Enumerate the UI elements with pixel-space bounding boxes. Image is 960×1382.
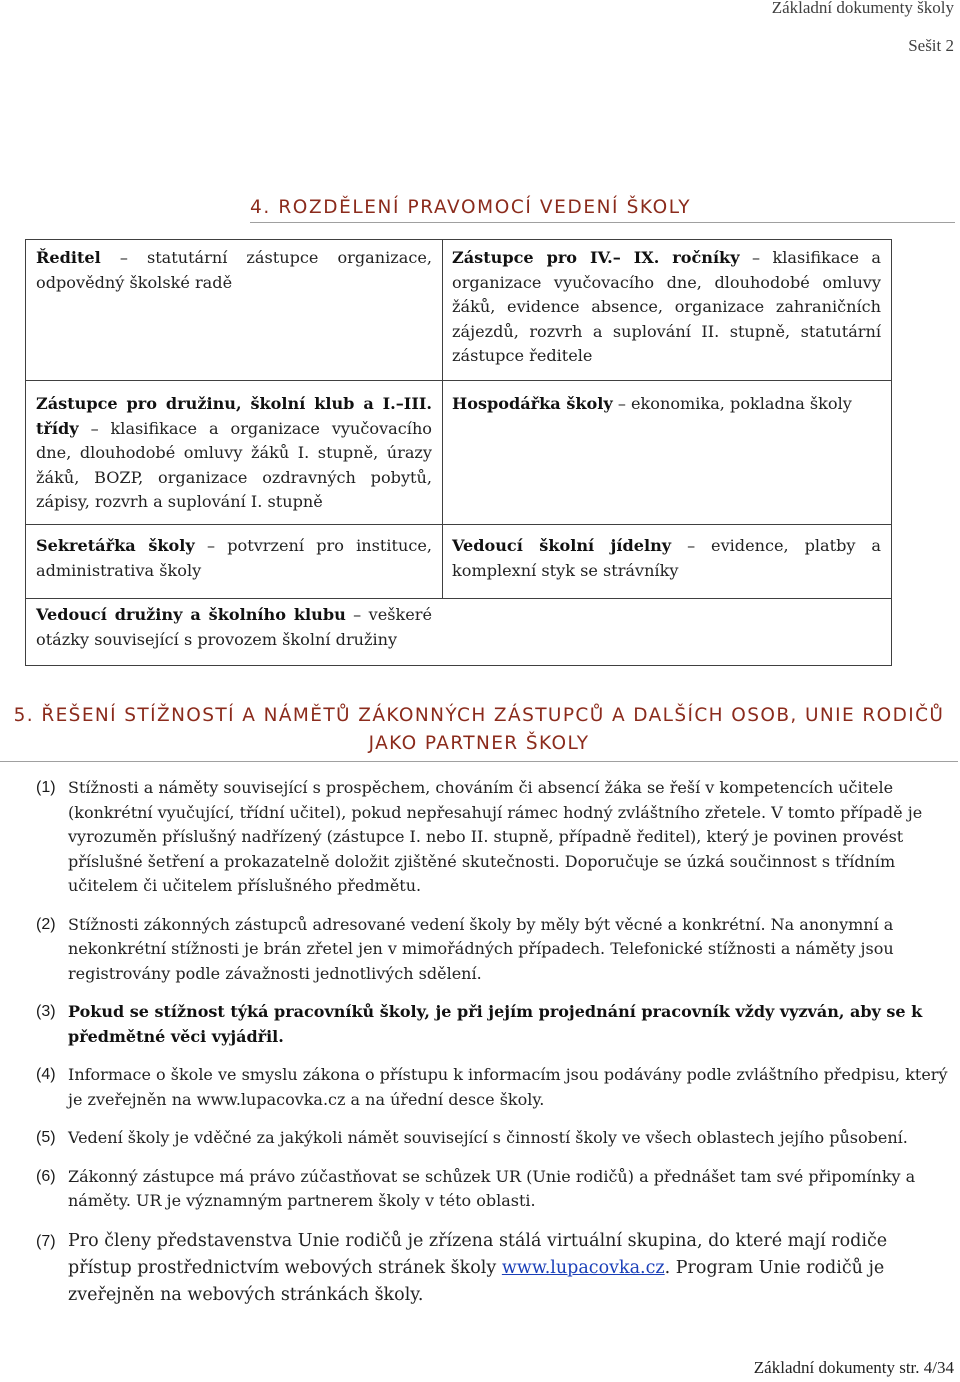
booklet-label: Sešit 2 xyxy=(908,36,954,55)
table-divider xyxy=(26,380,442,381)
role-label: Vedoucí školní jídelny xyxy=(452,536,672,555)
list-item xyxy=(36,1165,952,1214)
school-website-link[interactable]: www.lupacovka.cz xyxy=(501,1257,665,1278)
item-text: Informace o škole ve smyslu zákona o přístupu k informacím jsou podávány podle zvláštního předpisu, který je zveřejněn na www.lupacovka.cz a na úřední desce školy. xyxy=(68,1065,948,1109)
role-label: Sekretářka školy xyxy=(36,536,195,555)
cell-director: Ředitel – statutární zástupce organizace, odpovědný školské radě xyxy=(36,248,432,292)
role-label: Vedoucí družiny a školního klubu xyxy=(36,605,346,624)
document-title-header: Základní dokumenty školy xyxy=(771,0,954,17)
role-label: Zástupce pro družinu, školní klub a I.–III. třídy xyxy=(36,394,432,438)
item-text xyxy=(68,1228,952,1309)
item-text-start: Pro členy představenstva Unie rodičů je zřízena stálá virtuální skupina, do které mají rodiče přístup prostřednictvím webových stránek školy xyxy=(68,1230,888,1278)
list-item xyxy=(36,1063,952,1112)
item-number: (3) xyxy=(36,1003,56,1020)
item-number: (4) xyxy=(36,1066,56,1083)
item-text: Pokud se stížnost týká pracovníků školy, je při jejím projednání pracovník vždy vyzván, aby se k předmětné věci vyjádřil. xyxy=(68,1002,923,1046)
list-item xyxy=(36,1000,952,1049)
cell-economist: Hospodářka školy – ekonomika, pokladna školy xyxy=(452,394,852,413)
responsibilities-table xyxy=(25,239,892,666)
cell-deputy-upper: Zástupce pro IV.– IX. ročníky – klasifikace a organizace vyučovacího dne, dlouhodobé omluvy žáků, evidence absence, organizace zahraničních zájezdů, rozvrh a suplování II. stupně, statutární zástupce ředitele xyxy=(452,248,882,365)
table-divider xyxy=(442,524,891,525)
item-text: Stížnosti a náměty související s prospěchem, chováním či absencí žáka se řeší v kompetencích učitele (konkrétní vyučující, třídní učitel), pokud nepřesahují rámec hodný zvláštního zřetele. V tomto případě je vyrozuměn příslušný nadřízený (zástupce I. nebo II. stupně, případně ředitel), který je povinen provést příslušné šetření a prokazatelně doložit zjištěné skutečnosti. Doporučuje se úzká součinnost s třídním učitelem či učitelem příslušného předmětu. xyxy=(68,778,923,895)
role-description: klasifikace a organizace vyučovacího dne, dlouhodobé omluvy žáků, evidence absence, organizace zahraničních zájezdů, rozvrh a suplování II. stupně, statutární zástupce ředitele xyxy=(452,248,882,365)
item-text: Stížnosti zákonných zástupců adresované vedení školy by měly být věcné a konkrétní. Na anonymní a nekonkrétní stížnosti je brán zřetel jen v mimořádných případech. Telefonické stížnosti a náměty jsou registrovány podle závažnosti jednotlivých sdělení. xyxy=(68,914,894,983)
role-description: statutární zástupce organizace, odpovědný školské radě xyxy=(36,248,432,292)
role-description: ekonomika, pokladna školy xyxy=(631,394,852,413)
item-text: Vedení školy je vděčné za jakýkoli námět související s činností školy ve všech oblastech jejího působení. xyxy=(68,1128,908,1147)
cell-canteen: Vedoucí školní jídelny – evidence, platby a komplexní styk se strávníky xyxy=(452,536,882,580)
role-description: potvrzení pro instituce, administrativa školy xyxy=(36,536,432,580)
table-divider xyxy=(26,524,442,525)
role-label: Ředitel xyxy=(36,248,101,267)
page-footer: Základní dokumenty str. 4/34 xyxy=(753,1358,954,1377)
cell-club: Vedoucí družiny a školního klubu – veškeré otázky související s provozem školní družiny xyxy=(36,605,432,649)
section-4-heading: 4. ROZDĚLENÍ PRAVOMOCÍ VEDENÍ ŠKOLY xyxy=(250,197,955,223)
item-text: Zákonný zástupce má právo zúčastňovat se schůzek UR (Unie rodičů) a přednášet tam své připomínky a náměty. UR je významným partnerem školy v této oblasti. xyxy=(68,1166,916,1210)
item-number: (6) xyxy=(36,1167,56,1185)
complaints-list xyxy=(36,776,952,1323)
role-description: evidence, platby a komplexní styk se strávníky xyxy=(452,536,882,580)
list-item xyxy=(36,913,952,987)
role-description: veškeré otázky související s provozem školní družiny xyxy=(36,605,432,649)
item-number: (5) xyxy=(36,1129,56,1146)
role-description: klasifikace a organizace vyučovacího dne, dlouhodobé omluvy žáků I. stupně, úrazy žáků, BOZP, organizace ozdravných pobytů, zápisy, rozvrh a suplování I. stupně xyxy=(36,418,432,511)
item-number: (7) xyxy=(36,1232,56,1250)
list-item xyxy=(36,1126,952,1151)
list-item xyxy=(36,1228,952,1309)
item-number: (2) xyxy=(36,915,56,933)
cell-deputy-lower: Zástupce pro družinu, školní klub a I.–III. třídy – klasifikace a organizace vyučovacího dne, dlouhodobé omluvy žáků I. stupně, úrazy žáků, BOZP, organizace ozdravných pobytů, zápisy, rozvrh a suplování I. stupně xyxy=(36,394,432,511)
cell-secretary: Sekretářka školy – potvrzení pro instituce, administrativa školy xyxy=(36,536,432,580)
section-5-heading: 5. ŘEŠENÍ STÍŽNOSTÍ A NÁMĚTŮ ZÁKONNÝCH ZÁSTUPCŮ A DALŠÍCH OSOB, UNIE RODIČŮ JAKO PARTNER ŠKOLY xyxy=(0,702,958,762)
role-label: Hospodářka školy xyxy=(452,394,613,413)
item-text-end: . Program Unie rodičů je zveřejněn na webových stránkách školy. xyxy=(68,1257,885,1305)
list-item xyxy=(36,776,952,899)
role-label: Zástupce pro IV.– IX. ročníky xyxy=(452,248,740,267)
table-divider xyxy=(442,380,891,381)
item-number: (1) xyxy=(36,779,56,796)
